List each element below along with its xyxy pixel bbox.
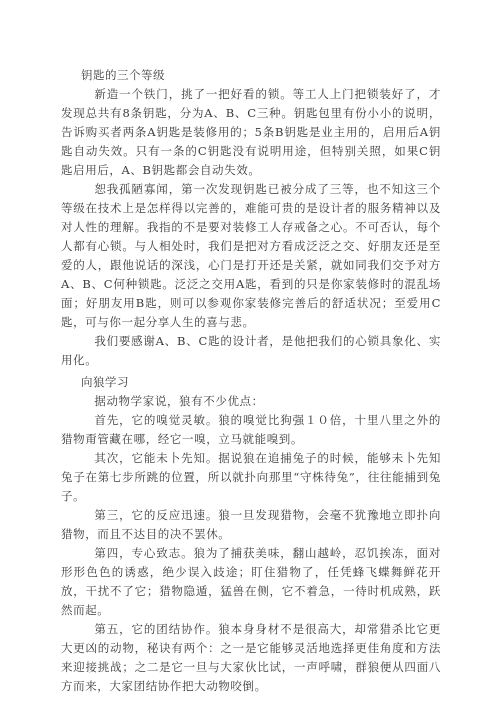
paragraph: 第三，它的反应迅速。狼一旦发现猎物，会毫不犹豫地立即扑向猎物，而且不达目的决不罢休。 xyxy=(61,508,441,541)
article-learn-from-wolf xyxy=(61,373,441,696)
paragraph: 第五，它的团结协作。狼本身身材不是很高大，却常猎杀比它更大更凶的动物，秘诀有两个：之一是它能够灵活地选择更佳角度和方法来迎接挑战；之二是它一旦与大家伙比试，一声呼啸，群狼便从四面八方而来，大家团结协作把大动物咬倒。 xyxy=(61,622,441,693)
paragraph: 据动物学家说，狼有不少优点： xyxy=(94,394,264,408)
article-title: 钥匙的三个等级 xyxy=(81,68,165,82)
paragraph: 其次，它能未卜先知。据说狼在追捕兔子的时候，能够未卜先知兔子在第七步所跳的位置，所以就扑向那里“守株待兔”，往往能捕到兔子。 xyxy=(61,451,441,503)
paragraph: 恕我孤陋寡闻，第一次发现钥匙已被分成了三等，也不知这三个等级在技术上是怎样得以完善的，难能可贵的是设计者的服务精神以及对人性的理解。我指的不是要对装修工人存戒备之心。不可否认，每个人都有心锁。与人相处时，我们是把对方看成泛泛之交、好朋友还是至爱的人，跟他说话的深浅，心门是打开还是关紧，就如同我们交予对方A、B、C何种锁匙。泛泛之交用A匙，看到的只是你家装修时的混乱场面；好朋友用B匙，则可以参观你家装修完善后的舒适状况；至爱用C匙，可与你一起分享人生的喜与悲。 xyxy=(61,182,441,329)
paragraph: 第四，专心致志。狼为了捕获美味，翻山越岭，忍饥挨冻，面对形形色色的诱惑，绝少误入歧途；盯住猎物了，任凭蜂飞蝶舞鲜花开放，干扰不了它；猎物隐遁，猛兽在侧，它不着急，一待时机成熟，跃然而起。 xyxy=(61,546,441,617)
article-title: 向狼学习 xyxy=(81,375,129,389)
paragraph: 我们要感谢A、B、C匙的设计者，是他把我们的心锁具象化、实用化。 xyxy=(61,334,441,367)
article-key-levels xyxy=(61,66,441,370)
paragraph: 新造一个铁门，挑了一把好看的锁。等工人上门把锁装好了，才发现总共有8条钥匙，分为A、B、C三种。钥匙包里有份小小的说明，告诉购买者两条A钥匙是装修用的；5条B钥匙是业主用的，启用后A钥匙自动失效。只有一条的C钥匙没有说明用途，但特别关照，如果C钥匙启用后，A、B钥匙都会自动失效。 xyxy=(61,87,441,177)
paragraph: 首先，它的嗅觉灵敏。狼的嗅觉比狗强１０倍，十里八里之外的猎物甭管藏在哪，经它一嗅，立马就能嗅到。 xyxy=(61,413,441,446)
